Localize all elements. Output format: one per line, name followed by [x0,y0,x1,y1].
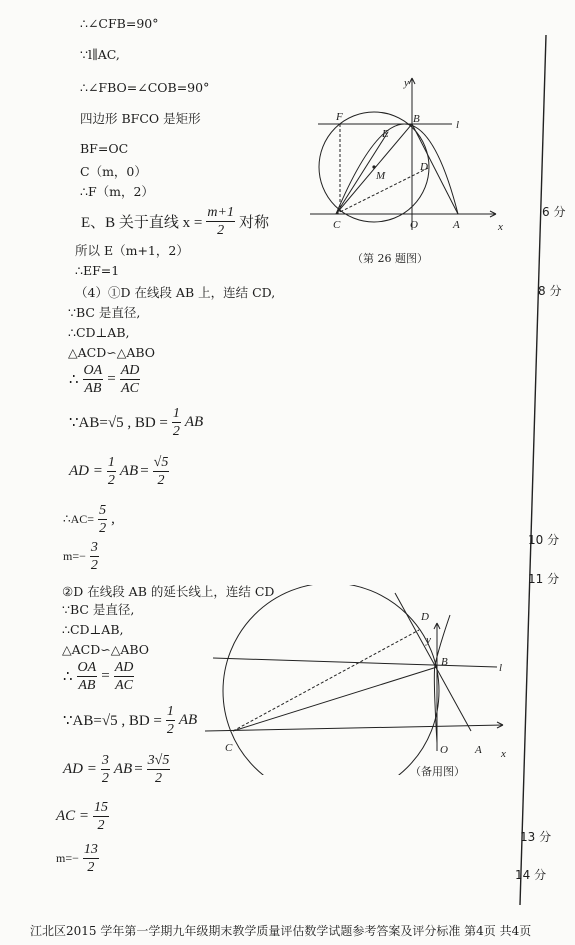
line-l [213,658,497,667]
score-13: 13 分 [520,830,552,844]
label-c: C [333,219,341,231]
label-f: F [336,111,343,123]
numerator-1: 1 [166,704,174,719]
denominator-2: 2 [87,860,95,875]
denominator-ab: AB [84,381,102,396]
label-e: E [382,128,389,140]
denominator-2: 2 [172,424,180,439]
ab-bd-text: ∵AB=√5 , BD = [63,713,162,729]
ab-bd-text: ∵AB=√5 , BD = [69,415,168,431]
score-10: 10 分 [528,533,560,547]
line-ef: ∴EF=1 [75,263,120,278]
m-text: m=− [63,549,86,563]
point-m [372,165,375,168]
line-perp-2: ∴CD⊥AB, [62,622,124,637]
comma: , [111,511,115,527]
denominator-2: 2 [155,771,163,786]
label-b: B [441,656,448,668]
therefore-sign: ∴ [69,372,79,388]
numerator-3sqrt5: 3√5 [147,753,170,768]
backup-figure-caption: （备用图） [410,765,465,778]
numerator-3: 3 [90,540,98,555]
line-case2-title: ②D 在线段 AB 的延长线上，连结 CD [62,584,275,599]
label-y: y [426,634,431,646]
score-14: 14 分 [515,868,547,882]
ac-text: ∴AC= [63,512,95,526]
score-11: 11 分 [528,572,560,586]
line-ad [395,593,471,731]
symmetry-text-end: 对称 [238,215,269,231]
figure-26-diagram [300,70,515,250]
line-cfb: ∴∠CFB=90° [80,16,159,31]
numerator-ad: AD [120,363,140,378]
ac-text: AC = [56,808,90,824]
page-footer: 江北区2015 学年第一学期九年级期末教学质量评估数学试题参考答案及评分标准 第4页 共4页 [30,924,532,938]
ad-text: AD = [69,463,103,479]
denominator-ab: AB [78,678,96,693]
denominator-2: 2 [97,818,105,833]
label-b: B [413,113,420,125]
denominator-2: 2 [101,771,109,786]
symmetry-text: E、B 关于直线 x = [81,215,203,231]
numerator-3: 3 [101,753,109,768]
label-d: D [420,161,428,173]
line-parallel: ∵l∥AC, [80,47,120,62]
segment-ba [412,124,458,214]
denominator-2: 2 [99,521,107,536]
fraction-numerator: m+1 [207,205,234,220]
label-y: y [404,77,409,89]
line-perp-1: ∴CD⊥AB, [68,325,130,340]
segment-cb [233,667,437,731]
equals-sign: = [140,463,149,479]
line-f-coord: ∴F（m，2） [80,184,154,199]
denominator-2: 2 [90,558,98,573]
line-diameter-2: ∵BC 是直径, [62,602,135,617]
m-text: m=− [56,851,79,865]
numerator-13: 13 [83,842,98,857]
score-6: 6 分 [542,205,566,219]
numerator-1: 1 [172,406,180,421]
line-case1-title: （4）①D 在线段 AB 上，连结 CD, [75,285,276,300]
ab-term: AB [184,414,204,430]
figure-26-caption: （第 26 题图） [352,252,428,265]
line-c-coord: C（m，0） [80,164,147,179]
label-d: D [421,611,429,623]
label-x: x [501,748,506,760]
equals-sign: = [134,761,143,777]
backup-diagram [205,585,525,775]
line-similar-2: △ACD∽△ABO [62,642,150,657]
ab-term: AB [178,712,198,728]
line-rectangle: 四边形 BFCO 是矩形 [80,111,201,126]
numerator-oa: OA [77,660,97,675]
denominator-2: 2 [107,473,115,488]
denominator-2: 2 [157,473,165,488]
denominator-ac: AC [115,678,133,693]
label-o: O [410,219,418,231]
label-a: A [475,744,482,756]
numerator-1: 1 [107,455,115,470]
parabola [336,124,458,214]
numerator-sqrt5: √5 [153,455,169,470]
therefore-sign: ∴ [63,669,73,685]
numerator-oa: OA [83,363,103,378]
denominator-ac: AC [121,381,139,396]
numerator-5: 5 [99,503,107,518]
ab-term: AB [113,761,133,777]
numerator-15: 15 [94,800,109,815]
label-o: O [440,744,448,756]
label-c: C [225,742,233,754]
segment-cd [233,630,419,731]
ab-term: AB [119,463,139,479]
label-l: l [456,119,460,131]
label-m: M [376,170,386,182]
line-fbo: ∴∠FBO=∠COB=90° [80,80,210,95]
line-similar-1: △ACD∽△ABO [68,345,156,360]
line-e-coord: 所以 E（m+1，2） [75,243,189,258]
segment-cb [336,124,412,214]
equals-sign: = [101,668,110,684]
equals-sign: = [107,371,116,387]
denominator-2: 2 [166,722,174,737]
ad-text: AD = [63,761,97,777]
label-x: x [498,221,503,233]
label-l: l [499,662,503,674]
score-8: 8 分 [538,284,562,298]
fraction-denominator: 2 [217,223,225,238]
line-diameter-1: ∵BC 是直径, [68,305,141,320]
numerator-ad: AD [114,660,134,675]
label-a: A [453,219,460,231]
line-bf-oc: BF=OC [80,141,129,156]
